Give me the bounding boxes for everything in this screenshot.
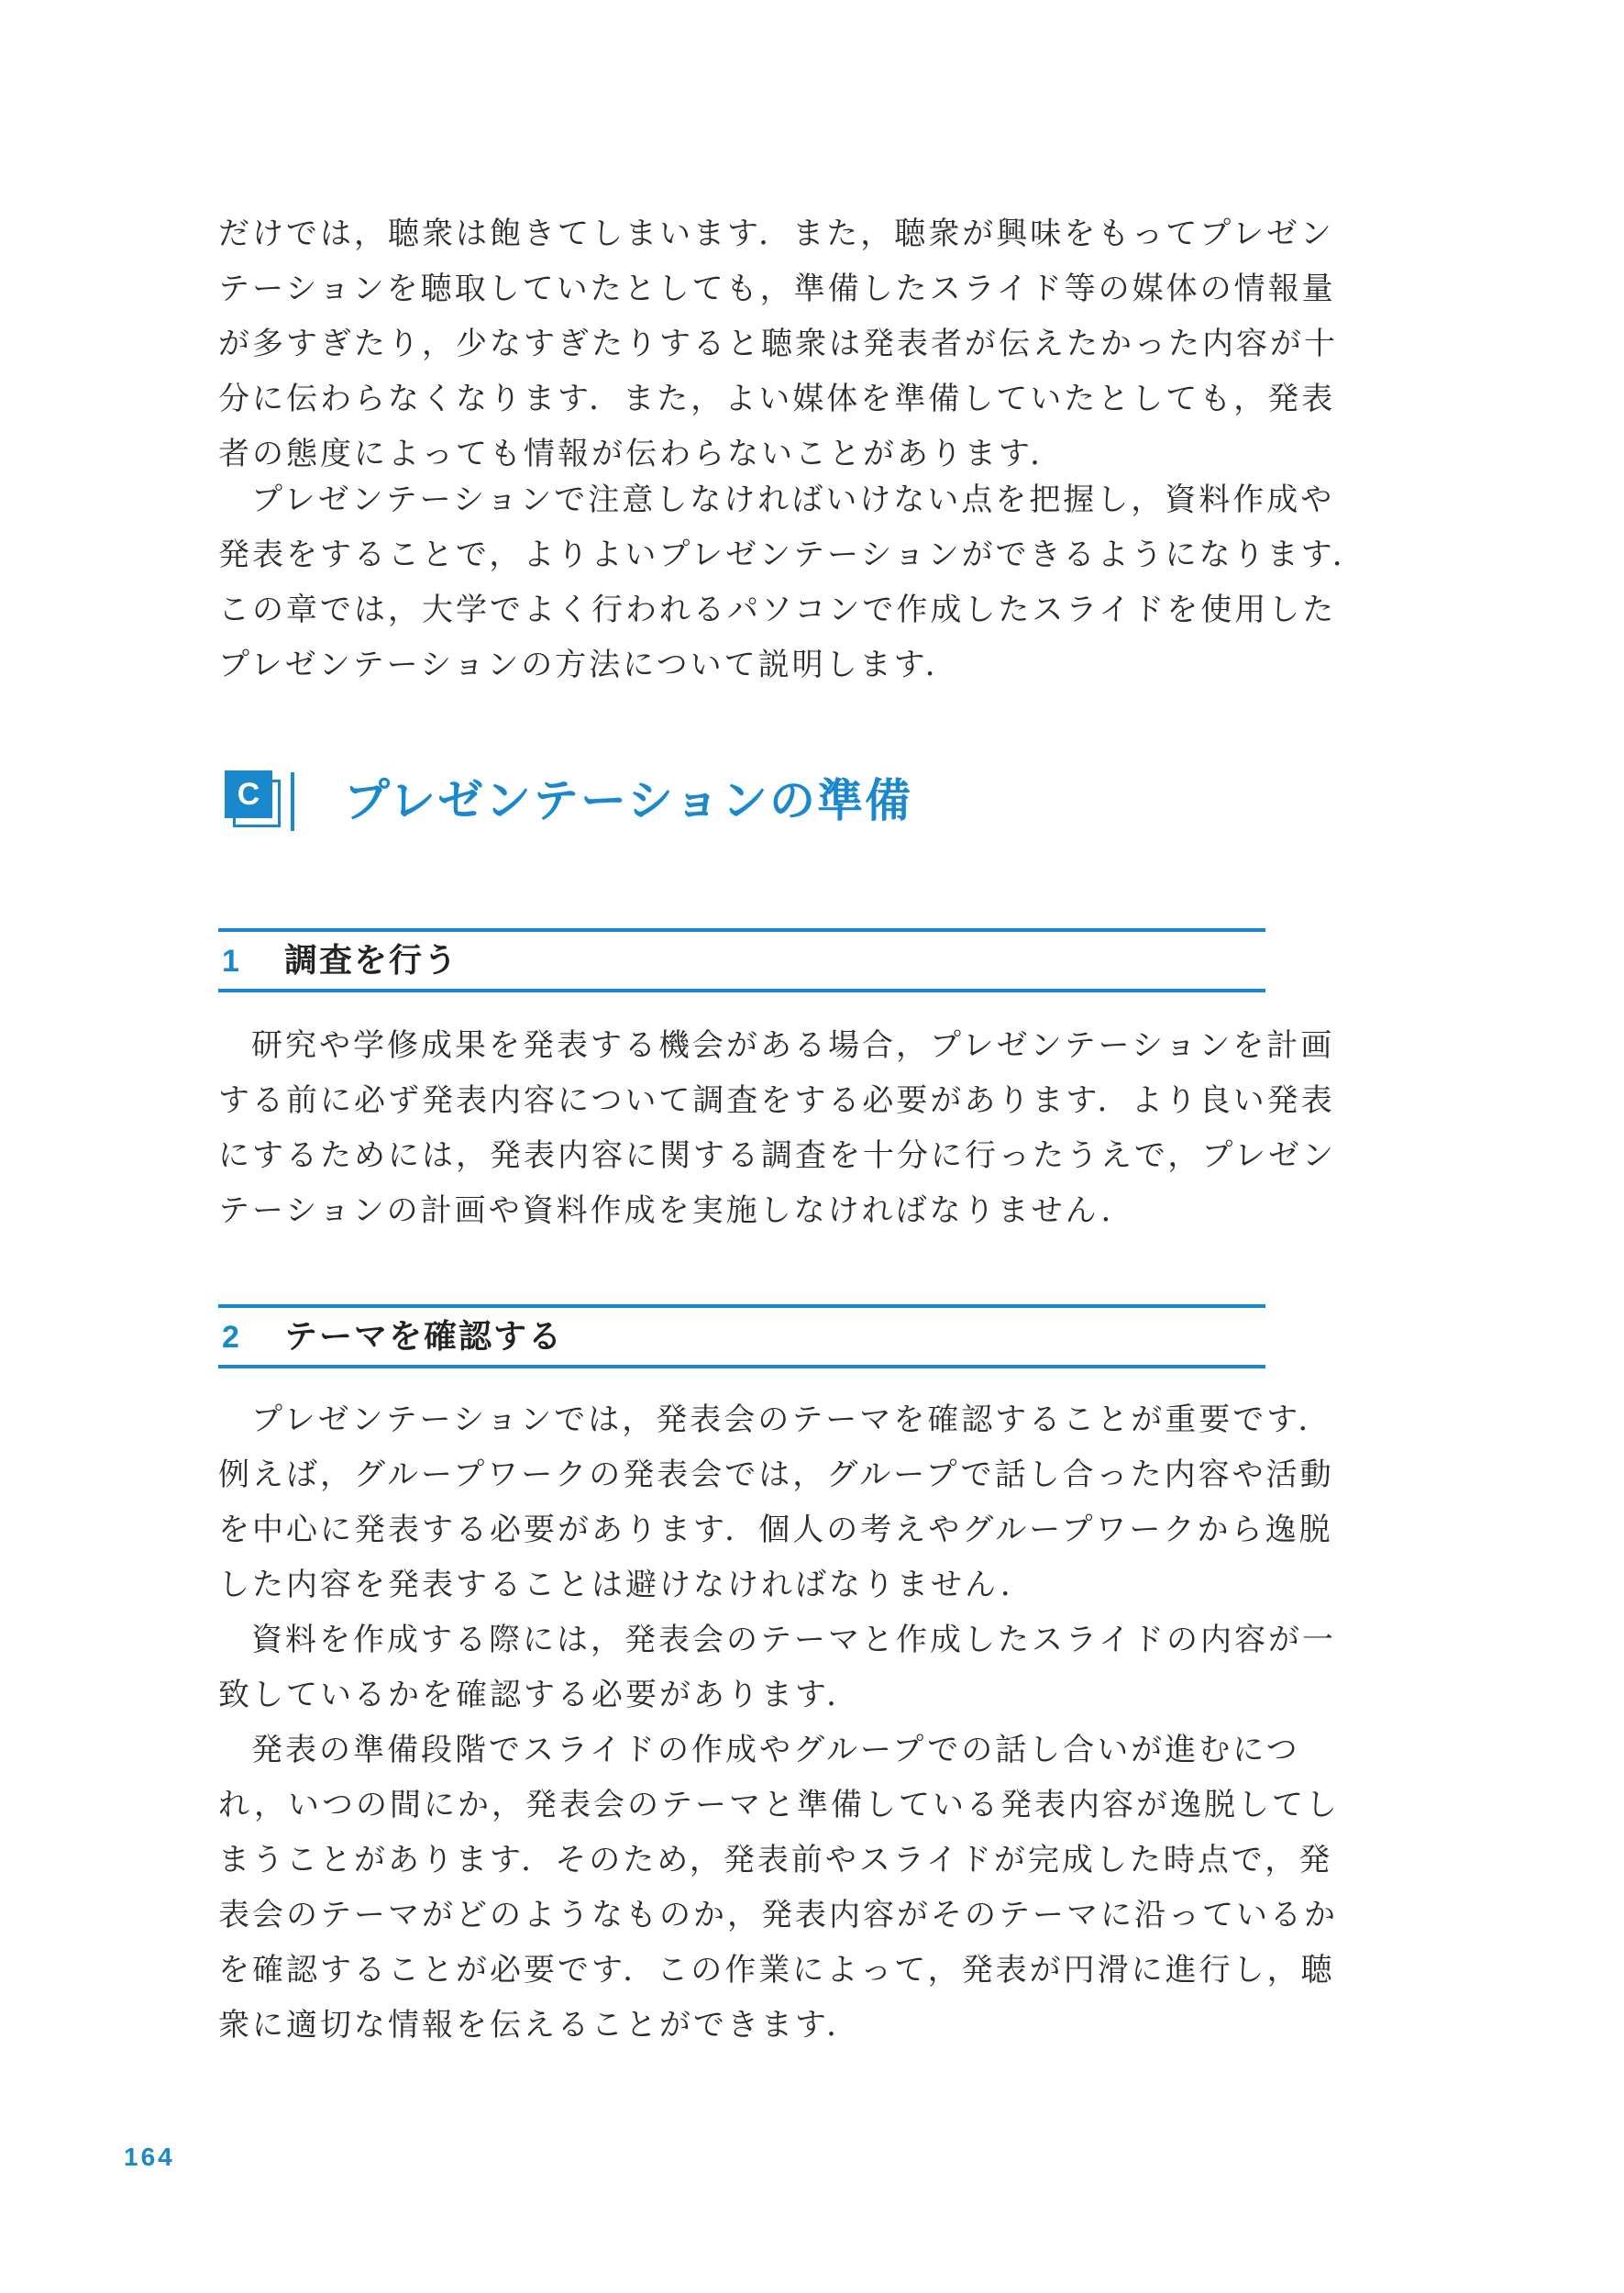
text-line: プレゼンテーションで注意しなければいけない点を把握し，資料作成や <box>251 482 1335 518</box>
section-1-paragraph-1 <box>218 1018 1336 1238</box>
section-title: 調査を行う <box>284 942 459 980</box>
chapter-divider <box>291 772 294 831</box>
text-line: 資料を作成する際には，発表会のテーマと作成したスライドの内容が一 <box>251 1622 1336 1658</box>
text-line: テーションの計画や資料作成を実施しなければなりません． <box>218 1192 1135 1229</box>
chapter-title: プレゼンテーションの準備 <box>344 774 912 827</box>
text-line: プレゼンテーションでは，発表会のテーマを確認することが重要です． <box>251 1401 1332 1438</box>
text-line: 発表の準備段階でスライドの作成やグループでの話し合いが進むにつ <box>251 1732 1300 1768</box>
text-line: まうことがあります．そのため，発表前やスライドが完成した時点で，発 <box>218 1842 1333 1878</box>
intro-paragraph-2 <box>218 472 1366 692</box>
text-line: した内容を発表することは避けなければなりません． <box>218 1567 1035 1603</box>
text-line: れ，いつの間にか，発表会のテーマと準備している発表内容が逸脱してし <box>218 1787 1341 1823</box>
text-line: にするためには，発表内容に関する調査を十分に行ったうえで，プレゼン <box>218 1137 1336 1174</box>
text-line: 発表をすることで，よりよいプレゼンテーションができるようになります． <box>218 537 1366 573</box>
text-line: だけでは，聴衆は飽きてしまいます．また，聴衆が興味をもってプレゼン <box>218 216 1334 252</box>
section-number: 2 <box>222 1320 239 1355</box>
chapter-heading <box>225 769 1270 842</box>
section-number: 1 <box>222 944 239 979</box>
text-line: が多すぎたり，少なすぎたりすると聴衆は発表者が伝えたかった内容が十 <box>218 326 1338 362</box>
text-line: テーションを聴取していたとしても，準備したスライド等の媒体の情報量 <box>218 271 1336 307</box>
text-line: 分に伝わらなくなります．また，よい媒体を準備していたとしても，発表 <box>218 381 1336 417</box>
text-line: 者の態度によっても情報が伝わらないことがあります． <box>218 436 1065 472</box>
text-line: 表会のテーマがどのようなものか，発表内容がそのテーマに沿っているか <box>218 1897 1338 1933</box>
text-line: を中心に発表する必要があります．個人の考えやグループワークから逸脱 <box>218 1512 1333 1548</box>
text-line: 衆に適切な情報を伝えることができます． <box>218 2007 861 2044</box>
section-2-paragraph-2 <box>218 1612 1336 1723</box>
section-2-paragraph-1 <box>218 1392 1334 1612</box>
section-1-heading <box>218 928 1265 992</box>
text-line: 例えば，グループワークの発表会では，グループで話し合った内容や活動 <box>218 1457 1334 1493</box>
section-title: テーマを確認する <box>284 1318 564 1356</box>
intro-paragraph-1 <box>218 206 1338 482</box>
page-number: 164 <box>124 2143 175 2171</box>
text-line: この章では，大学でよく行われるパソコンで作成したスライドを使用した <box>218 592 1337 628</box>
text-line: プレゼンテーションの方法について説明します． <box>218 647 959 683</box>
section-2-heading <box>218 1304 1265 1368</box>
text-line: を確認することが必要です．この作業によって，発表が円滑に進行し，聴 <box>218 1952 1335 1988</box>
section-2-paragraph-3 <box>218 1723 1341 2053</box>
text-line: する前に必ず発表内容について調査をする必要があります．より良い発表 <box>218 1082 1335 1119</box>
text-line: 致しているかを確認する必要があります． <box>218 1677 861 1713</box>
chapter-badge: C <box>225 770 272 818</box>
text-line: 研究や学修成果を発表する機会がある場合，プレゼンテーションを計画 <box>251 1027 1335 1064</box>
